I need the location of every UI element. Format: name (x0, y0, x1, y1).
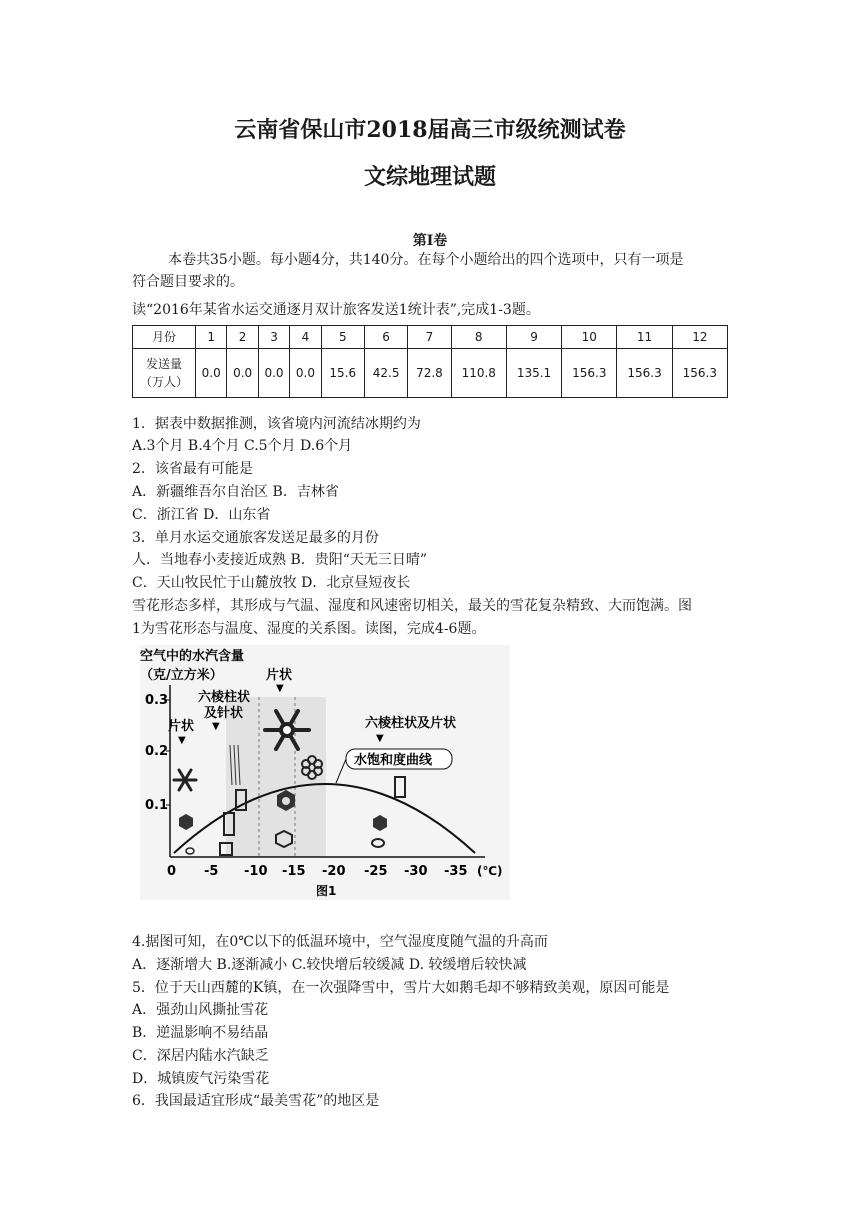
arrow-marker: ▼ (276, 683, 284, 694)
x-tick-label: -30 (404, 864, 428, 879)
table-month-cell: 4 (290, 326, 321, 349)
x-tick-label: -25 (364, 864, 388, 879)
table-month-cell: 6 (364, 326, 407, 349)
y-axis-unit: （克/立方米） (140, 668, 223, 683)
x-tick-label: -15 (282, 864, 306, 879)
table-value-cell: 156.3 (617, 349, 672, 398)
instructions-line-1: 本卷共35小题。每小题4分，共140分。在每个小题给出的四个选项中，只有一项是 (168, 252, 684, 268)
table-month-cell: 10 (562, 326, 617, 349)
x-tick-label: -10 (244, 864, 268, 879)
table-month-cell: 8 (451, 326, 506, 349)
shaded-band (226, 697, 326, 857)
section-heading: 第Ⅰ卷 (412, 233, 448, 249)
question-5-option-d: D．城镇废气污染雪花 (132, 1071, 270, 1087)
label-flake-top: 片状 (266, 668, 293, 683)
arrow-marker: ▼ (212, 721, 220, 732)
page-title: 云南省保山市2018届高三市级统测试卷 (234, 117, 626, 143)
table-month-cell: 3 (258, 326, 289, 349)
snowflake-figure (140, 645, 510, 900)
question-2-options-1: A．新疆维吾尔自治区 B．吉林省 (132, 484, 339, 500)
table-month-cell: 5 (321, 326, 364, 349)
question-3: 3．单月水运交通旅客发送足最多的月份 (132, 530, 379, 546)
question-3-options-2: C．天山牧民忙于山麓放牧 D．北京昼短夜长 (132, 575, 411, 591)
label-flake-left: 片状 (168, 719, 195, 734)
table-header-month: 月份 (133, 326, 196, 349)
table-value-cell: 15.6 (321, 349, 364, 398)
question-5-option-a: A．强劲山风撕扯雪花 (132, 1002, 269, 1018)
table-value-cell: 135.1 (506, 349, 561, 398)
table-value-cell: 42.5 (364, 349, 407, 398)
y-tick-label: 0.3 (145, 693, 169, 708)
table-month-cell: 7 (408, 326, 451, 349)
table-value-cell: 0.0 (258, 349, 289, 398)
figure-caption: 图1 (316, 884, 337, 898)
curve-label: 水饱和度曲线 (354, 753, 433, 768)
volume-unit: （万人） (139, 375, 188, 389)
y-tick-label: 0.1 (145, 798, 169, 813)
question-1: 1．据表中数据推测，该省境内河流结冰期约为 (132, 416, 421, 432)
hex-plate-center-icon (282, 797, 290, 805)
table-header-volume (133, 349, 196, 398)
table-month-cell: 1 (196, 326, 227, 349)
x-axis-unit: (℃) (477, 864, 503, 878)
table-month-cell: 9 (506, 326, 561, 349)
question-2-options-2: C．浙江省 D．山东省 (132, 507, 271, 523)
arrow-marker: ▼ (178, 735, 186, 746)
y-axis-label: 空气中的水汽含量 (140, 649, 245, 664)
question-4-options: A．逐渐增大 B.逐渐减小 C.较快增后较缓减 D. 较缓增后较快减 (132, 957, 527, 973)
question-6: 6．我国最适宜形成“最美雪花”的地区是 (132, 1093, 380, 1109)
question-5-option-c: C．深居内陆水汽缺乏 (132, 1048, 269, 1064)
question-4: 4.据图可知，在0℃以下的低温环境中，空气湿度度随气温的升高而 (132, 934, 548, 950)
instructions-line-2: 符合题目要求的。 (132, 274, 244, 290)
table-row-months (133, 326, 728, 349)
passenger-table (132, 325, 728, 398)
table-month-cell: 2 (227, 326, 258, 349)
snowflake-figure-svg (140, 645, 510, 900)
table-value-cell: 156.3 (562, 349, 617, 398)
question-2: 2．该省最有可能是 (132, 461, 253, 477)
table-value-cell: 72.8 (408, 349, 451, 398)
table-month-cell: 11 (617, 326, 672, 349)
table-value-cell: 0.0 (196, 349, 227, 398)
x-tick-label: -5 (204, 864, 219, 879)
x-tick-label: -20 (322, 864, 346, 879)
table-value-cell: 0.0 (227, 349, 258, 398)
question-5-option-b: B．逆温影响不易结晶 (132, 1025, 269, 1041)
question-5: 5．位于天山西麓的K镇，在一次强降雪中，雪片大如鹅毛却不够精致美观，原因可能是 (132, 980, 670, 996)
x-tick-label: -35 (444, 864, 468, 879)
table-row-values (133, 349, 728, 398)
x-tick-label: 0 (167, 864, 177, 879)
snow-intro-line-2: 1为雪花形态与温度、湿度的关系图。读图，完成4-6题。 (132, 621, 486, 637)
snow-intro-line-1: 雪花形态多样，其形成与气温、湿度和风速密切相关，最关的雪花复杂精致、大而饱满。图 (132, 598, 692, 614)
label-column-needle-1: 六棱柱状 (198, 690, 251, 705)
table-value-cell: 0.0 (290, 349, 321, 398)
question-1-options: A.3个月 B.4个月 C.5个月 D.6个月 (132, 438, 353, 454)
volume-label: 发送量 (145, 357, 182, 371)
y-tick-label: 0.2 (145, 744, 169, 759)
question-3-options-1: 人．当地春小麦接近成熟 B．贵阳“天无三日晴” (132, 552, 428, 568)
table-value-cell: 110.8 (451, 349, 506, 398)
table-month-cell: 12 (672, 326, 727, 349)
label-column-flake: 六棱柱状及片状 (365, 716, 457, 731)
table-value-cell: 156.3 (672, 349, 727, 398)
label-column-needle-2: 及针状 (204, 706, 244, 721)
page-subtitle: 文综地理试题 (363, 164, 496, 190)
table-intro: 读“2016年某省水运交通逐月双计旅客发送1统计表”,完成1-3题。 (132, 302, 540, 318)
arrow-marker: ▼ (376, 733, 384, 744)
